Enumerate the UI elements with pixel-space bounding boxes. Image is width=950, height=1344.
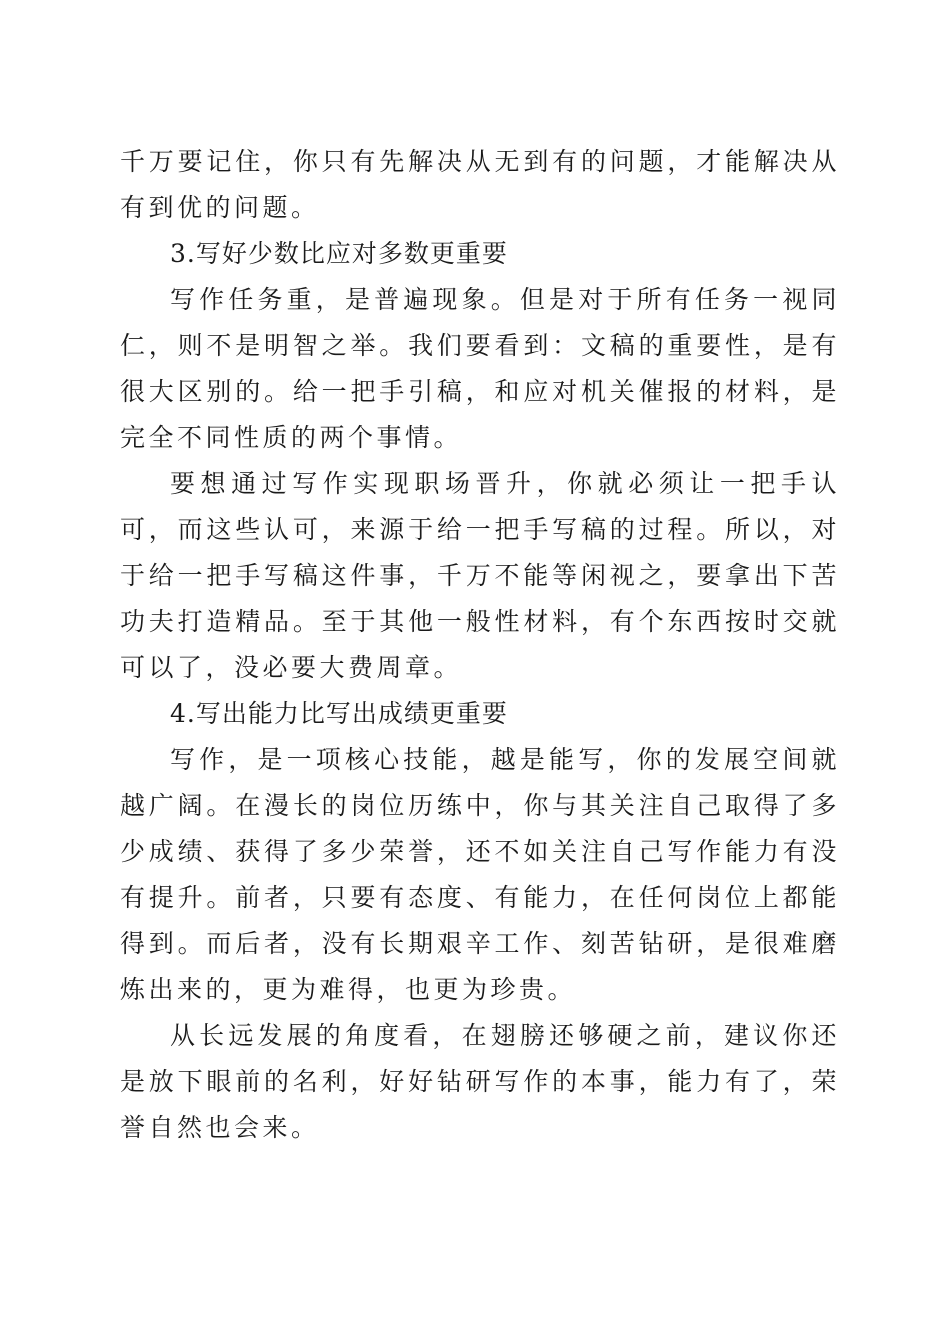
document-body — [120, 139, 840, 1151]
section-heading-4: 4.写出能力比写出成绩更重要 — [170, 699, 508, 728]
paragraph-body: 写作，是一项核心技能，越是能写，你的发展空间就越广阔。在漫长的岗位历练中，你与其关注自己取得了多少成绩、获得了多少荣誉，还不如关注自己写作能力有没有提升。前者，只要有态度、有能力，在任何岗位上都能得到。而后者，没有长期艰辛工作、刻苦钻研，是很难磨炼出来的，更为难得，也更为珍贵。 — [120, 745, 840, 1004]
section-heading-3: 3.写好少数比应对多数更重要 — [170, 239, 508, 268]
paragraph-body: 从长远发展的角度看，在翅膀还够硬之前，建议你还是放下眼前的名利，好好钻研写作的本事，能力有了，荣誉自然也会来。 — [120, 1021, 840, 1142]
paragraph-continuation: 千万要记住，你只有先解决从无到有的问题，才能解决从有到优的问题。 — [120, 147, 840, 222]
paragraph-body: 要想通过写作实现职场晋升，你就必须让一把手认可，而这些认可，来源于给一把手写稿的过程。所以，对于给一把手写稿这件事，千万不能等闲视之，要拿出下苦功夫打造精品。至于其他一般性材料，有个东西按时交就可以了，没必要大费周章。 — [120, 469, 840, 682]
paragraph-body: 写作任务重，是普遍现象。但是对于所有任务一视同仁，则不是明智之举。我们要看到：文稿的重要性，是有很大区别的。给一把手引稿，和应对机关催报的材料，是完全不同性质的两个事情。 — [120, 285, 840, 452]
